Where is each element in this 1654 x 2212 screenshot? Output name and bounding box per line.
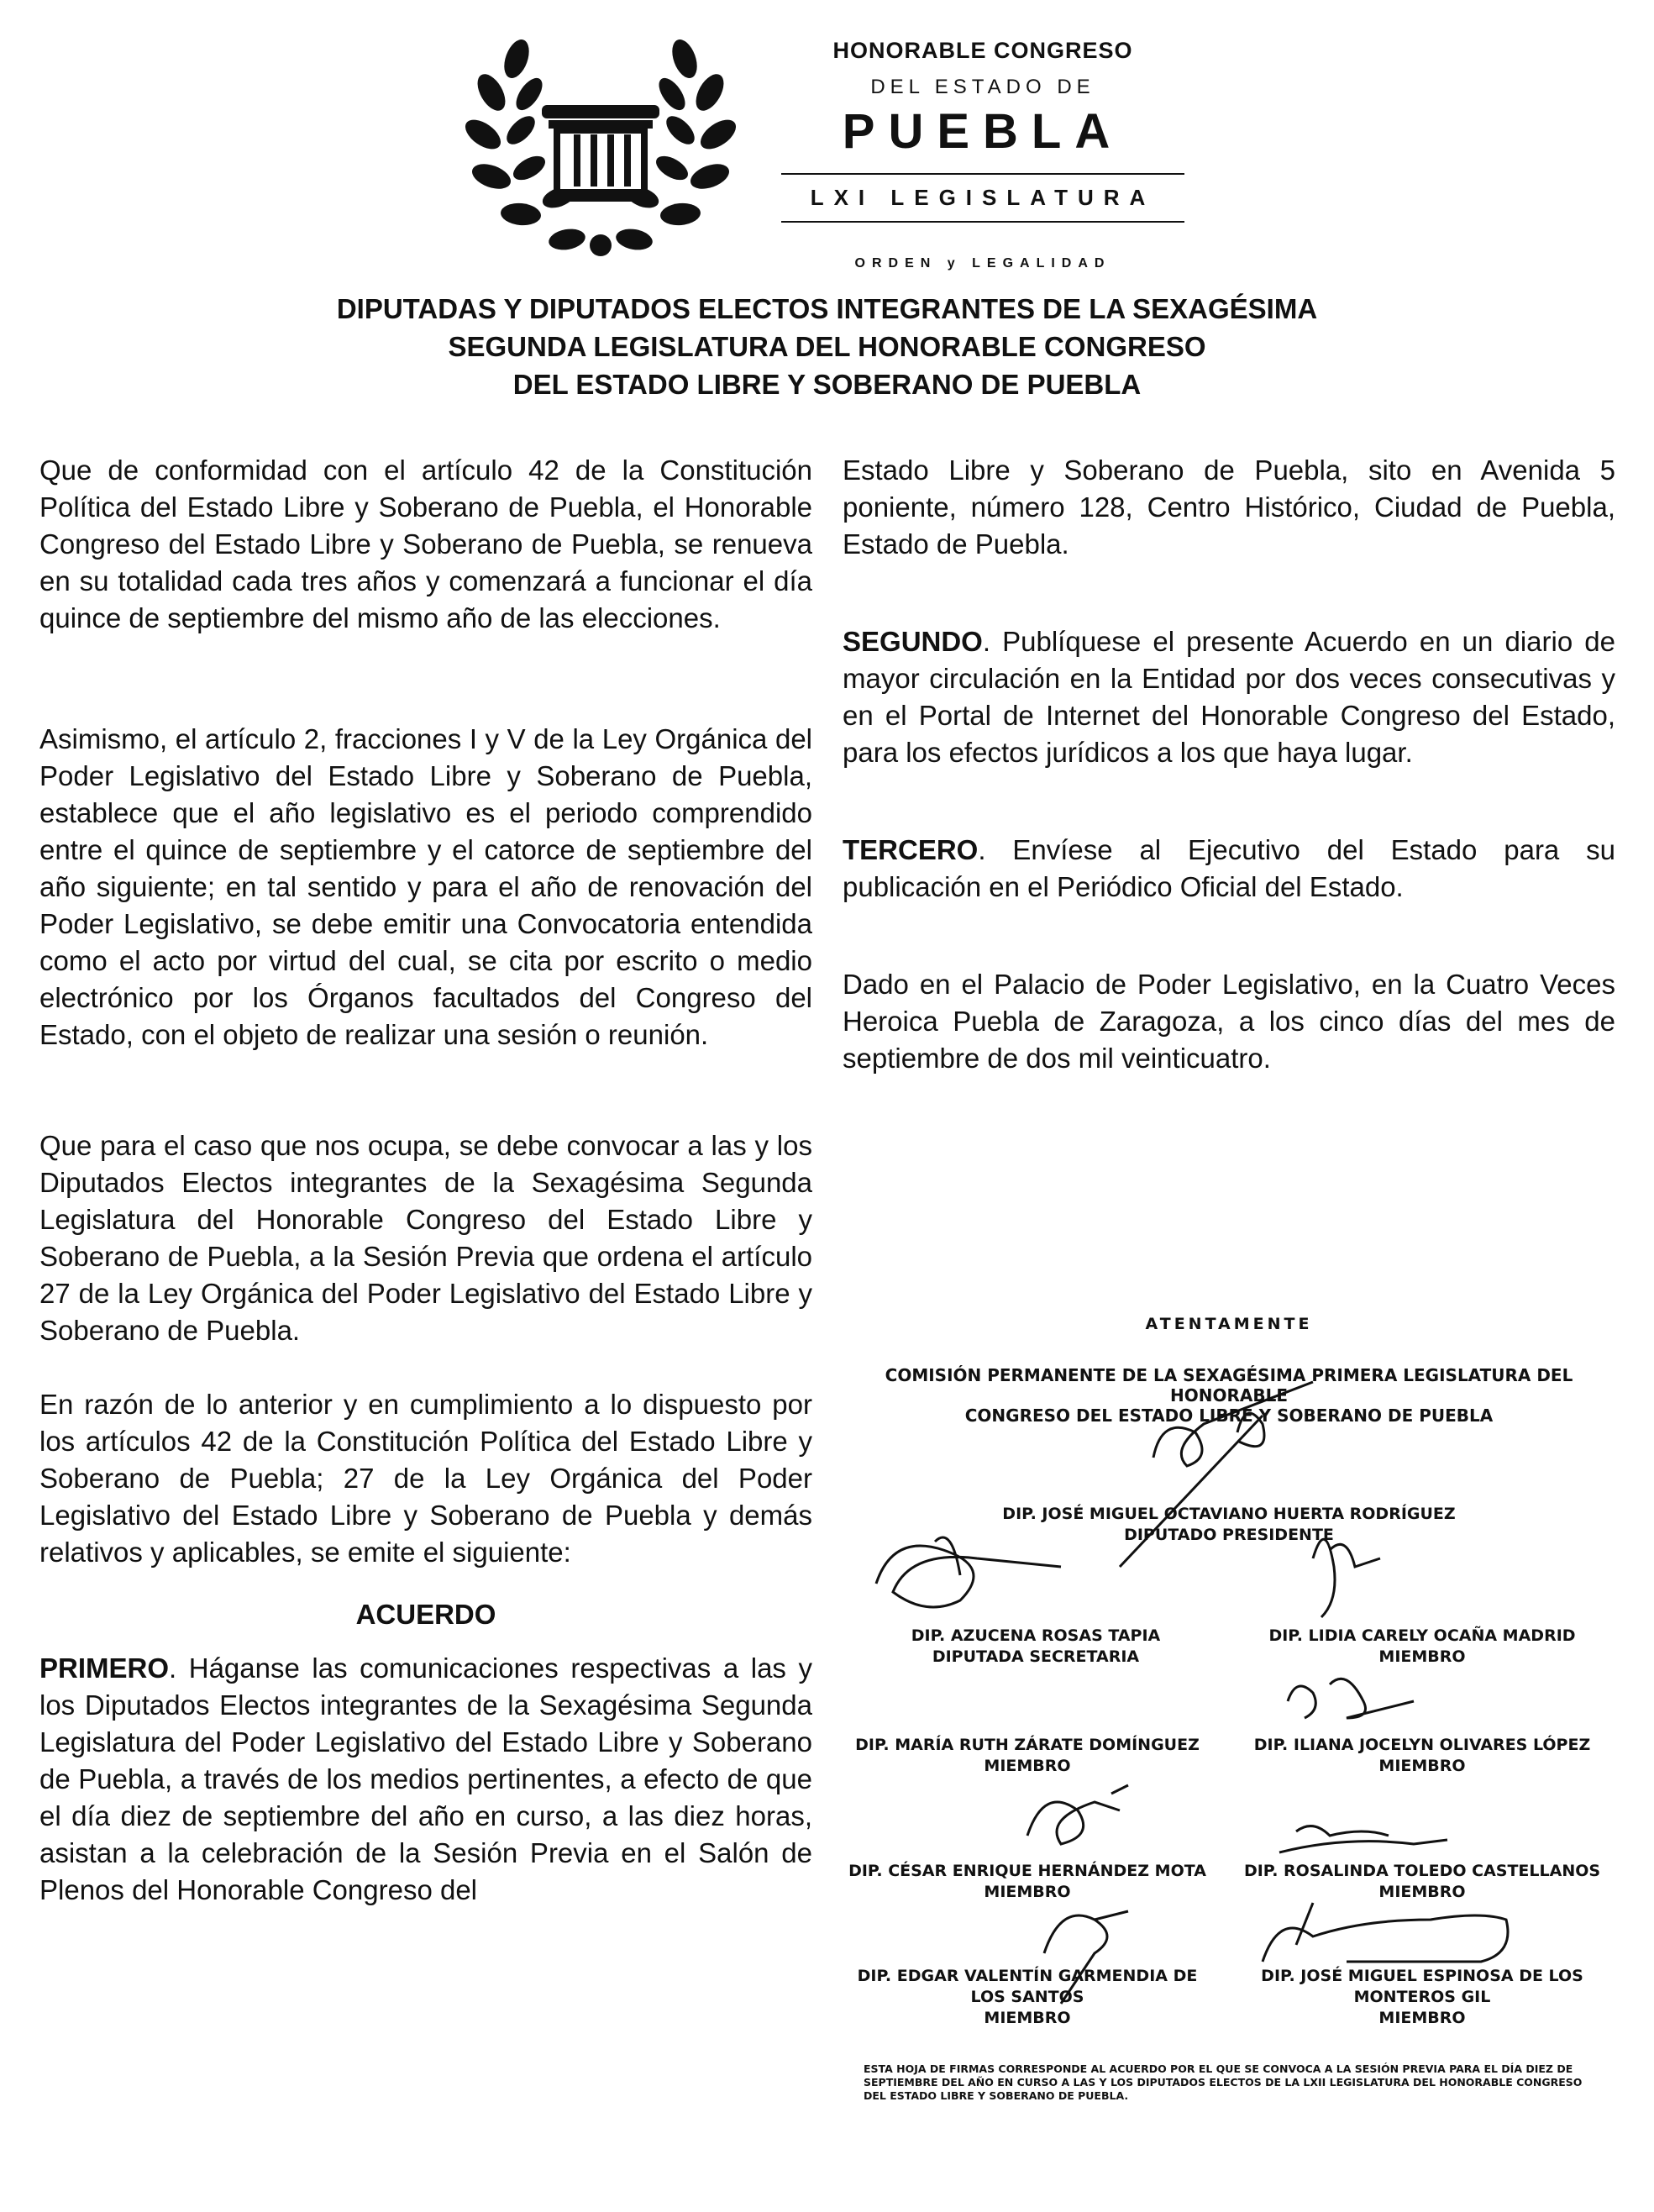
signer-role: MIEMBRO <box>1378 1883 1466 1901</box>
column-laurel-emblem-icon <box>458 25 743 269</box>
signature-page-note: ESTA HOJA DE FIRMAS CORRESPONDE AL ACUERDO POR EL QUE SE CONVOCA A LA SESIÓN PREVIA PARA EL DÍA DIEZ DE SEPTIEMBRE DEL AÑO EN CURSO A LAS Y LOS DIPUTADOS ELECTOS DE LA LXII LEGISLATURA DEL HONORABLE CONGRESO DEL ESTADO LIBRE Y SOBERANO DE PUEBLA. <box>864 2062 1583 2102</box>
right-column <box>843 452 1615 1077</box>
acuerdo-heading: ACUERDO <box>355 1599 496 1630</box>
paragraph-segundo <box>843 623 1615 771</box>
tercero-text: . Envíese al Ejecutivo del Estado para su publicación en el Periódico Oficial del Estado. <box>843 834 1615 902</box>
primero-label: PRIMERO <box>39 1652 170 1684</box>
signer-name: DIP. ILIANA JOCELYN OLIVARES LÓPEZ <box>1253 1736 1591 1754</box>
signer-role: MIEMBRO <box>984 1883 1071 1901</box>
paragraph-dado: Dado en el Palacio de Poder Legislativo, en la Cuatro Veces Heroica Puebla de Zaragoza, a los cinco días del mes de septiembre de dos mil veinticuatro. <box>843 969 1615 1074</box>
signer-miembro <box>843 1861 1212 1903</box>
commission-line-2: CONGRESO DEL ESTADO LIBRE Y SOBERANO DE PUEBLA <box>964 1405 1494 1426</box>
wordmark-legislature: LXI LEGISLATURA <box>810 185 1156 210</box>
signer-name: DIP. LIDIA CARELY OCAÑA MADRID <box>1268 1626 1576 1645</box>
signer-name-cont: LOS SANTOS <box>970 1988 1084 2006</box>
signer-role: MIEMBRO <box>1378 2009 1466 2027</box>
wordmark-motto: ORDEN y LEGALIDAD <box>854 256 1111 271</box>
segundo-text: . Publíquese el presente Acuerdo en un diario de mayor circulación en la Entidad por dos veces consecutivas y en el Portal de Internet del Honorable Congreso del Estado, para los efectos jurídicos a los que haya lugar. <box>843 626 1615 768</box>
left-column <box>39 452 812 1909</box>
signer-role: MIEMBRO <box>984 2009 1071 2027</box>
letterhead <box>0 25 1654 277</box>
signer-name: DIP. JOSÉ MIGUEL ESPINOSA DE LOS <box>1261 1967 1583 1985</box>
signer-miembro <box>1229 1861 1615 1903</box>
signer-role: DIPUTADO PRESIDENTE <box>1124 1526 1334 1544</box>
title-line-3: DEL ESTADO LIBRE Y SOBERANO DE PUEBLA <box>512 369 1142 400</box>
signature-scribbles-icon <box>843 1315 1615 2054</box>
signer-secretaria <box>859 1626 1212 1668</box>
signer-miembro <box>1237 1626 1607 1668</box>
wordmark-line-3: PUEBLA <box>842 104 1124 159</box>
paragraph-ley-organica: Asimismo, el artículo 2, fracciones I y V de la Ley Orgánica del Poder Legislativo del Estado Libre y Soberano de Puebla, establece que el año legislativo es el periodo comprendido entre el quince de septiembre y el catorce de septiembre del año siguiente; en tal sentido y para el año de renovación del Poder Legislativo, se debe emitir una Convocatoria entendida como el acto por virtud del cual, se cita por escrito o medio electrónico por los Órganos facultados del Congreso del Estado, con el objeto de realizar una sesión o reunión. <box>39 723 812 1050</box>
signer-name-cont: MONTEROS GIL <box>1353 1988 1491 2006</box>
signer-presidente <box>977 1504 1481 1546</box>
tercero-label: TERCERO <box>843 834 979 865</box>
primero-text: . Háganse las comunicaciones respectivas a las y los Diputados Electos integrantes de la Sexagésima Segunda Legislatura del Poder Legislativo del Estado Libre y Soberano de Puebla, a través de los medios pertinentes, a efecto de que el día diez de septiembre del año en curso, a las diez horas, asistan a la celebración de la Sesión Previa en el Salón de Plenos del Honorable Congreso del <box>39 1652 812 1905</box>
wordmark-divider-2 <box>781 221 1184 223</box>
signer-role: MIEMBRO <box>1378 1647 1466 1666</box>
signer-miembro <box>1229 1735 1615 1777</box>
paragraph-tercero <box>843 832 1615 906</box>
commission-line-1: COMISIÓN PERMANENTE DE LA SEXAGÉSIMA PRIMERA LEGISLATURA DEL HONORABLE <box>885 1365 1573 1405</box>
title-line-1: DIPUTADAS Y DIPUTADOS ELECTOS INTEGRANTES DE LA SEXAGÉSIMA <box>336 293 1318 324</box>
wordmark-line-1: HONORABLE CONGRESO <box>832 38 1133 63</box>
signer-name: DIP. EDGAR VALENTÍN GARMENDIA DE <box>857 1967 1198 1985</box>
signer-role: MIEMBRO <box>984 1757 1071 1775</box>
signature-block <box>843 1315 1615 2155</box>
signer-miembro <box>843 1735 1212 1777</box>
paragraph-convocar: Que para el caso que nos ocupa, se debe convocar a las y los Diputados Electos integrantes de la Sexagésima Segunda Legislatura del Honorable Congreso del Estado Libre y Soberano de Puebla, a la Sesión Previa que ordena el artículo 27 de la Ley Orgánica del Poder Legislativo del Estado Libre y Soberano de Puebla. <box>39 1130 812 1346</box>
paragraph-domicilio: Estado Libre y Soberano de Puebla, sito en Avenida 5 poniente, número 128, Centro Histórico, Ciudad de Puebla, Estado de Puebla. <box>843 454 1615 560</box>
wordmark-line-2: DEL ESTADO DE <box>870 76 1095 98</box>
signer-role: MIEMBRO <box>1378 1757 1466 1775</box>
signer-role: DIPUTADA SECRETARIA <box>932 1647 1140 1666</box>
document-title <box>168 290 1486 403</box>
signer-name: DIP. AZUCENA ROSAS TAPIA <box>911 1626 1161 1645</box>
congress-wordmark <box>773 34 1193 271</box>
signer-name: DIP. JOSÉ MIGUEL OCTAVIANO HUERTA RODRÍGUEZ <box>1002 1505 1456 1523</box>
segundo-label: SEGUNDO <box>843 626 983 657</box>
title-line-2: SEGUNDA LEGISLATURA DEL HONORABLE CONGRESO <box>448 331 1206 362</box>
paragraph-primero <box>39 1650 812 1909</box>
wordmark-divider <box>781 173 1184 175</box>
paragraph-razon: En razón de lo anterior y en cumplimiento a lo dispuesto por los artículos 42 de la Constitución Política del Estado Libre y Soberano de Puebla; 27 de la Ley Orgánica del Poder Legislativo del Estado Libre y Soberano de Puebla y demás relativos y aplicables, se emite el siguiente: <box>39 1389 812 1568</box>
signer-name: DIP. MARÍA RUTH ZÁRATE DOMÍNGUEZ <box>855 1736 1200 1754</box>
signer-miembro <box>1229 1966 1615 2029</box>
signer-name: DIP. CÉSAR ENRIQUE HERNÁNDEZ MOTA <box>848 1862 1206 1880</box>
paragraph-constitution: Que de conformidad con el artículo 42 de la Constitución Política del Estado Libre y Soberano de Puebla, el Honorable Congreso del Estado Libre y Soberano de Puebla, se renueva en su totalidad cada tres años y comenzará a funcionar el día quince de septiembre del mismo año de las elecciones. <box>39 454 812 633</box>
signer-miembro <box>843 1966 1212 2029</box>
signer-name: DIP. ROSALINDA TOLEDO CASTELLANOS <box>1243 1862 1601 1880</box>
atentamente-label: ATENTAMENTE <box>1145 1315 1313 1333</box>
